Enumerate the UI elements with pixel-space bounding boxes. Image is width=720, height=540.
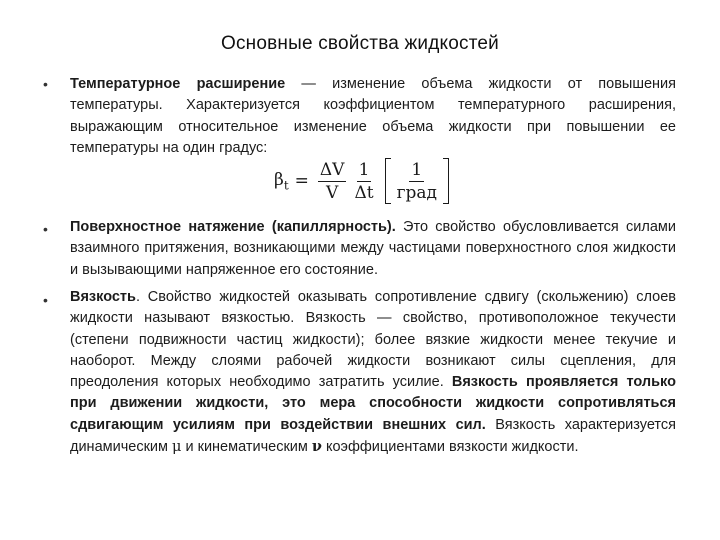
paragraph-thermal-expansion [70, 74, 676, 159]
thermal-expansion-formula [274, 157, 449, 205]
term-surface-tension: Поверхностное натяжение (капиллярность). [70, 219, 396, 235]
thermal-expansion-text: — изменение объема жидкости от повышения температуры. Характеризуется коэффициентом температурного расширения, выражающим относительное изменение объема жидкости при повышении ее температуры на один градус: [70, 76, 676, 156]
surface-tension-text: Это свойство обусловливается силами взаимного притяжения, возникающими между частицами поверхностного слоя жидкости и вызывающими напряженное его состояние. [70, 219, 676, 278]
nu-symbol: ν [311, 438, 322, 456]
paragraph-surface-tension [70, 217, 676, 281]
slide-title: Основные свойства жидкостей [221, 33, 499, 54]
bullet-1-icon: • [43, 76, 48, 92]
viscosity-text-1: . Свойство жидкостей оказывать сопротивление сдвигу (скольжению) слоев жидкости называют вязкостью. Вязкость — свойство, противоположное текучести (степени подвижности частиц жидкости); более вязкие жидкости менее текучие и наоборот. Между слоями рабочей жидкости возникают силы сцепления, для преодоления которых необходимо затратить усилие. [70, 289, 676, 391]
term-viscosity: Вязкость [70, 289, 136, 305]
term-thermal-expansion: Температурное расширение [70, 76, 286, 92]
formula-unit-fraction: $\frac{1}{\text{град}}$ [396, 159, 437, 203]
viscosity-bold-definition: Вязкость проявляется только при движении жидкости, это мера способности жидкости сопротивляться сдвигающим усилиям при воздействии внешних сил. [70, 374, 676, 433]
formula-unit-bracket [385, 158, 449, 204]
mu-symbol: μ [172, 439, 182, 456]
paragraph-viscosity [70, 287, 676, 458]
viscosity-text-2: Вязкость характеризуется динамическим [70, 416, 676, 456]
viscosity-text-3: и кинематическим [181, 439, 312, 456]
bullet-2-icon: • [43, 221, 48, 237]
formula-equals: = [294, 171, 309, 191]
formula-beta: $\beta_t$ [274, 169, 289, 193]
formula-fraction-1-dt: $\frac{1}{\Delta t}$ [354, 159, 374, 203]
formula-fraction-dv-v: $\frac{\Delta V}{V}$ [319, 159, 345, 203]
viscosity-text-4: коэффициентами вязкости жидкости. [321, 439, 579, 456]
bullet-3-icon: • [43, 292, 48, 308]
